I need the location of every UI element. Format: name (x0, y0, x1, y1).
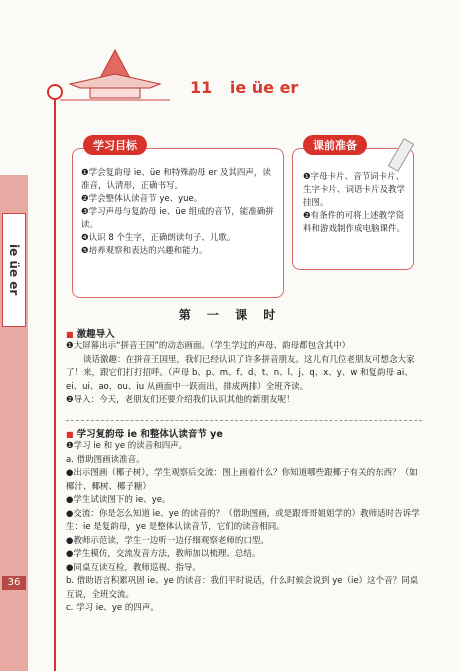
preparation-tag: 课前准备 (303, 135, 367, 155)
lesson-number: 11 (190, 78, 213, 97)
goal-item: ❸学习声母与复韵母 ie、üe 组成的音节，能准确拼读。 (81, 207, 274, 230)
paragraph: ❷导入：今天，老朋友们还要介绍我们认识其他的新朋友呢！ (66, 395, 295, 405)
lesson-title-text: ie üe er (229, 78, 299, 97)
section-title: 第 一 课 时 (178, 308, 282, 322)
paragraph: b. 借助语言积累巩固 ie、ye 的读音：我们平时说话，什么时候会说到 ye（ie）这个音？同桌互说，全班交流。 (66, 576, 419, 600)
learning-goals-tag: 学习目标 (83, 135, 147, 155)
sidebar-lesson-label: ie üe er (2, 213, 26, 327)
paragraph: ●出示图画（椰子树），学生观察后交流：图上画着什么？你知道哪些跟椰子有关的东西？（如椰汁、椰树、椰子糖） (66, 468, 418, 492)
part2-body (66, 440, 424, 616)
divider (66, 420, 422, 421)
page-number: 36 (2, 576, 26, 590)
part1-body (66, 340, 424, 408)
part1-heading: ■ 激趣导入 (66, 326, 115, 340)
prep-item: ❷有条件的可将上述教学资料和游戏制作成电脑课件。 (303, 211, 406, 234)
temple-roof-icon (60, 48, 170, 103)
goal-item: ❷学会整体认读音节 ye、yue。 (81, 194, 203, 204)
prep-item: ❶字母卡片、音节词卡片、生字卡片、词语卡片及教学挂图。 (303, 172, 406, 208)
part2-heading: ■ 学习复韵母 ie 和整体认读音节 ye (66, 426, 223, 440)
paragraph: ❶学习 ie 和 ye 的读音和四声。 (66, 441, 188, 451)
paragraph: 谈话激趣：在拼音王国里，我们已经认识了许多拼音朋友。这儿有几位老朋友可想念大家了！来，跟它们打打招呼。（声母 b、p、m、f、d、t、n、l、j、q、x、y、w 和复韵母 ai、ei、ui、ao、ou、iu 从画面中一跃而出，排成两排）全班齐读。 (66, 354, 415, 392)
paragraph: c. 学习 ie、ye 的四声。 (66, 603, 159, 613)
preparation-box (292, 139, 414, 270)
learning-goals-box (72, 139, 284, 298)
goal-item: ❺培养观察和表达的兴趣和能力。 (81, 246, 208, 256)
goal-item: ❹认识 8 个生字，正确朗读句子、儿歌。 (81, 233, 236, 243)
paragraph: ●教师示范读，学生一边听一边仔细观察老师的口型。 (66, 535, 269, 546)
goal-item: ❶学会复韵母 ie、üe 和特殊韵母 er 及其四声，读准音，认清形，正确书写。 (81, 168, 271, 191)
paragraph: a. 借助图画读准音。 (66, 454, 145, 465)
lesson-title (190, 78, 298, 97)
paragraph: ❶大屏幕出示“拼音王国”的动态画面。（学生学过的声母、韵母都包含其中） (66, 341, 351, 351)
paragraph: ●学生试读图下的 ie、ye。 (66, 495, 171, 505)
paragraph: ●学生模仿，交流发音方法，教师加以梳理、总结。 (66, 549, 261, 559)
red-vertical-line (54, 92, 56, 671)
paragraph: ●交流：你是怎么知道 ie、ye 的读音的？（借助图画，或是跟哥哥姐姐学的）教师适时告诉学生：ie 是复韵母，ye 是整体认读音节，它们的读音相同。 (66, 508, 420, 532)
paragraph: ●同桌互读互检，教师巡视、指导。 (66, 562, 201, 573)
